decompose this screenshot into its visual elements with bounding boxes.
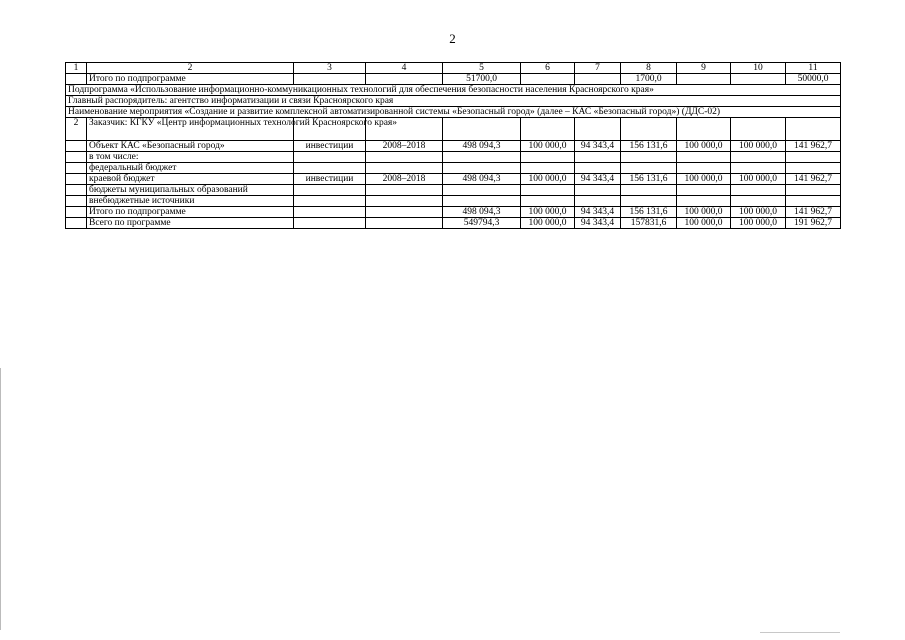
section-heading-cell: Подпрограмма «Использование информационно-коммуникационных технологий для обеспечения безопасности населения Красноярского края»	[66, 85, 841, 96]
value-cell: 2008–2018	[366, 174, 443, 185]
value-cell	[731, 152, 786, 163]
value-cell	[677, 152, 731, 163]
value-cell: 51700,0	[443, 74, 521, 85]
value-cell	[294, 74, 366, 85]
row-number-cell	[66, 185, 87, 196]
column-number-cell: 8	[621, 63, 677, 74]
section-heading-cell: Главный распорядитель: агентство информатизации и связи Красноярского края	[66, 96, 841, 107]
value-cell	[677, 118, 731, 141]
table-row	[66, 218, 841, 229]
value-cell	[521, 163, 575, 174]
header-row	[66, 63, 841, 74]
section-heading-cell: Наименование мероприятия «Создание и развитие комплексной автоматизированной системы «Безопасный город» (далее – КАС «Безопасный город») (ДДС-02)	[66, 107, 841, 118]
column-number-cell: 7	[575, 63, 621, 74]
value-cell	[677, 185, 731, 196]
value-cell	[575, 74, 621, 85]
table-row	[66, 163, 841, 174]
value-cell	[621, 185, 677, 196]
value-cell: 94 343,4	[575, 207, 621, 218]
item-name-cell: внебюджетные источники	[87, 196, 294, 207]
value-cell	[575, 152, 621, 163]
table-row	[66, 185, 841, 196]
table-row	[66, 207, 841, 218]
value-cell	[294, 152, 366, 163]
column-number-cell: 10	[731, 63, 786, 74]
value-cell	[731, 196, 786, 207]
value-cell: инвестиции	[294, 174, 366, 185]
item-name-cell: краевой бюджет	[87, 174, 294, 185]
value-cell: 141 962,7	[786, 174, 841, 185]
value-cell: 50000,0	[786, 74, 841, 85]
value-cell: 156 131,6	[621, 141, 677, 152]
table-row	[66, 118, 841, 141]
value-cell: 100 000,0	[521, 141, 575, 152]
table-row	[66, 85, 841, 96]
value-cell	[294, 185, 366, 196]
value-cell	[443, 152, 521, 163]
value-cell	[786, 185, 841, 196]
budget-table	[65, 62, 841, 229]
value-cell	[621, 163, 677, 174]
row-number-cell: 2	[66, 118, 87, 141]
value-cell: 100 000,0	[731, 218, 786, 229]
scan-edge-mark	[0, 368, 1, 630]
value-cell	[521, 152, 575, 163]
table-row	[66, 141, 841, 152]
value-cell: 100 000,0	[521, 207, 575, 218]
value-cell: 1700,0	[621, 74, 677, 85]
page-number: 2	[449, 31, 456, 46]
value-cell	[621, 118, 677, 141]
item-name-cell: Итого по подпрограмме	[87, 207, 294, 218]
row-number-cell	[66, 141, 87, 152]
value-cell: 549794,3	[443, 218, 521, 229]
scan-artifact	[760, 632, 840, 633]
value-cell	[731, 163, 786, 174]
value-cell	[521, 185, 575, 196]
value-cell	[731, 74, 786, 85]
row-number-cell	[66, 196, 87, 207]
value-cell	[731, 118, 786, 141]
column-number-cell: 1	[66, 63, 87, 74]
value-cell	[621, 196, 677, 207]
value-cell: 141 962,7	[786, 207, 841, 218]
value-cell	[366, 74, 443, 85]
value-cell: 2008–2018	[366, 141, 443, 152]
value-cell	[677, 196, 731, 207]
item-name-cell: Итого по подпрограмме	[87, 74, 294, 85]
value-cell: 156 131,6	[621, 174, 677, 185]
value-cell: 100 000,0	[731, 207, 786, 218]
value-cell	[366, 218, 443, 229]
row-number-cell	[66, 174, 87, 185]
column-number-cell: 5	[443, 63, 521, 74]
value-cell: 156 131,6	[621, 207, 677, 218]
value-cell	[443, 163, 521, 174]
row-number-cell	[66, 207, 87, 218]
table-row	[66, 196, 841, 207]
value-cell: 100 000,0	[677, 174, 731, 185]
value-cell: 498 094,3	[443, 207, 521, 218]
value-cell	[294, 218, 366, 229]
value-cell	[575, 185, 621, 196]
value-cell	[294, 163, 366, 174]
value-cell	[521, 118, 575, 141]
column-number-cell: 4	[366, 63, 443, 74]
row-number-cell	[66, 74, 87, 85]
column-number-cell: 9	[677, 63, 731, 74]
table-row	[66, 96, 841, 107]
value-cell	[443, 185, 521, 196]
item-name-cell: бюджеты муниципальных образований	[87, 185, 294, 196]
value-cell: 94 343,4	[575, 174, 621, 185]
value-cell	[786, 118, 841, 141]
item-name-cell: Заказчик: КГКУ «Центр информационных технологий Красноярского края»	[87, 118, 294, 141]
value-cell	[521, 74, 575, 85]
value-cell	[443, 196, 521, 207]
value-cell	[786, 163, 841, 174]
value-cell: инвестиции	[294, 141, 366, 152]
item-name-cell: Объект КАС «Безопасный город»	[87, 141, 294, 152]
value-cell	[366, 207, 443, 218]
column-number-cell: 3	[294, 63, 366, 74]
value-cell: 100 000,0	[677, 141, 731, 152]
value-cell	[786, 196, 841, 207]
value-cell: 100 000,0	[677, 218, 731, 229]
table-row	[66, 152, 841, 163]
value-cell: 94 343,4	[575, 141, 621, 152]
value-cell: 498 094,3	[443, 174, 521, 185]
value-cell: 498 094,3	[443, 141, 521, 152]
value-cell	[575, 118, 621, 141]
row-number-cell	[66, 163, 87, 174]
value-cell	[575, 163, 621, 174]
value-cell	[521, 196, 575, 207]
value-cell	[294, 196, 366, 207]
value-cell	[366, 152, 443, 163]
value-cell: 100 000,0	[521, 218, 575, 229]
value-cell: 157831,6	[621, 218, 677, 229]
column-number-cell: 11	[786, 63, 841, 74]
value-cell	[731, 185, 786, 196]
value-cell	[294, 207, 366, 218]
row-number-cell	[66, 218, 87, 229]
value-cell: 100 000,0	[731, 174, 786, 185]
value-cell: 141 962,7	[786, 141, 841, 152]
item-name-cell: Всего по программе	[87, 218, 294, 229]
value-cell	[366, 163, 443, 174]
item-name-cell: в том числе:	[87, 152, 294, 163]
table-row	[66, 174, 841, 185]
column-number-cell: 6	[521, 63, 575, 74]
value-cell	[621, 152, 677, 163]
value-cell: 191 962,7	[786, 218, 841, 229]
value-cell	[786, 152, 841, 163]
value-cell	[366, 185, 443, 196]
value-cell	[443, 118, 521, 141]
table-body	[66, 63, 841, 229]
value-cell	[575, 196, 621, 207]
value-cell	[677, 74, 731, 85]
column-number-cell: 2	[87, 63, 294, 74]
value-cell	[366, 196, 443, 207]
item-name-cell: федеральный бюджет	[87, 163, 294, 174]
value-cell	[677, 163, 731, 174]
value-cell: 100 000,0	[677, 207, 731, 218]
table-row	[66, 74, 841, 85]
value-cell: 100 000,0	[731, 141, 786, 152]
value-cell: 100 000,0	[521, 174, 575, 185]
table-row	[66, 107, 841, 118]
row-number-cell	[66, 152, 87, 163]
value-cell: 94 343,4	[575, 218, 621, 229]
